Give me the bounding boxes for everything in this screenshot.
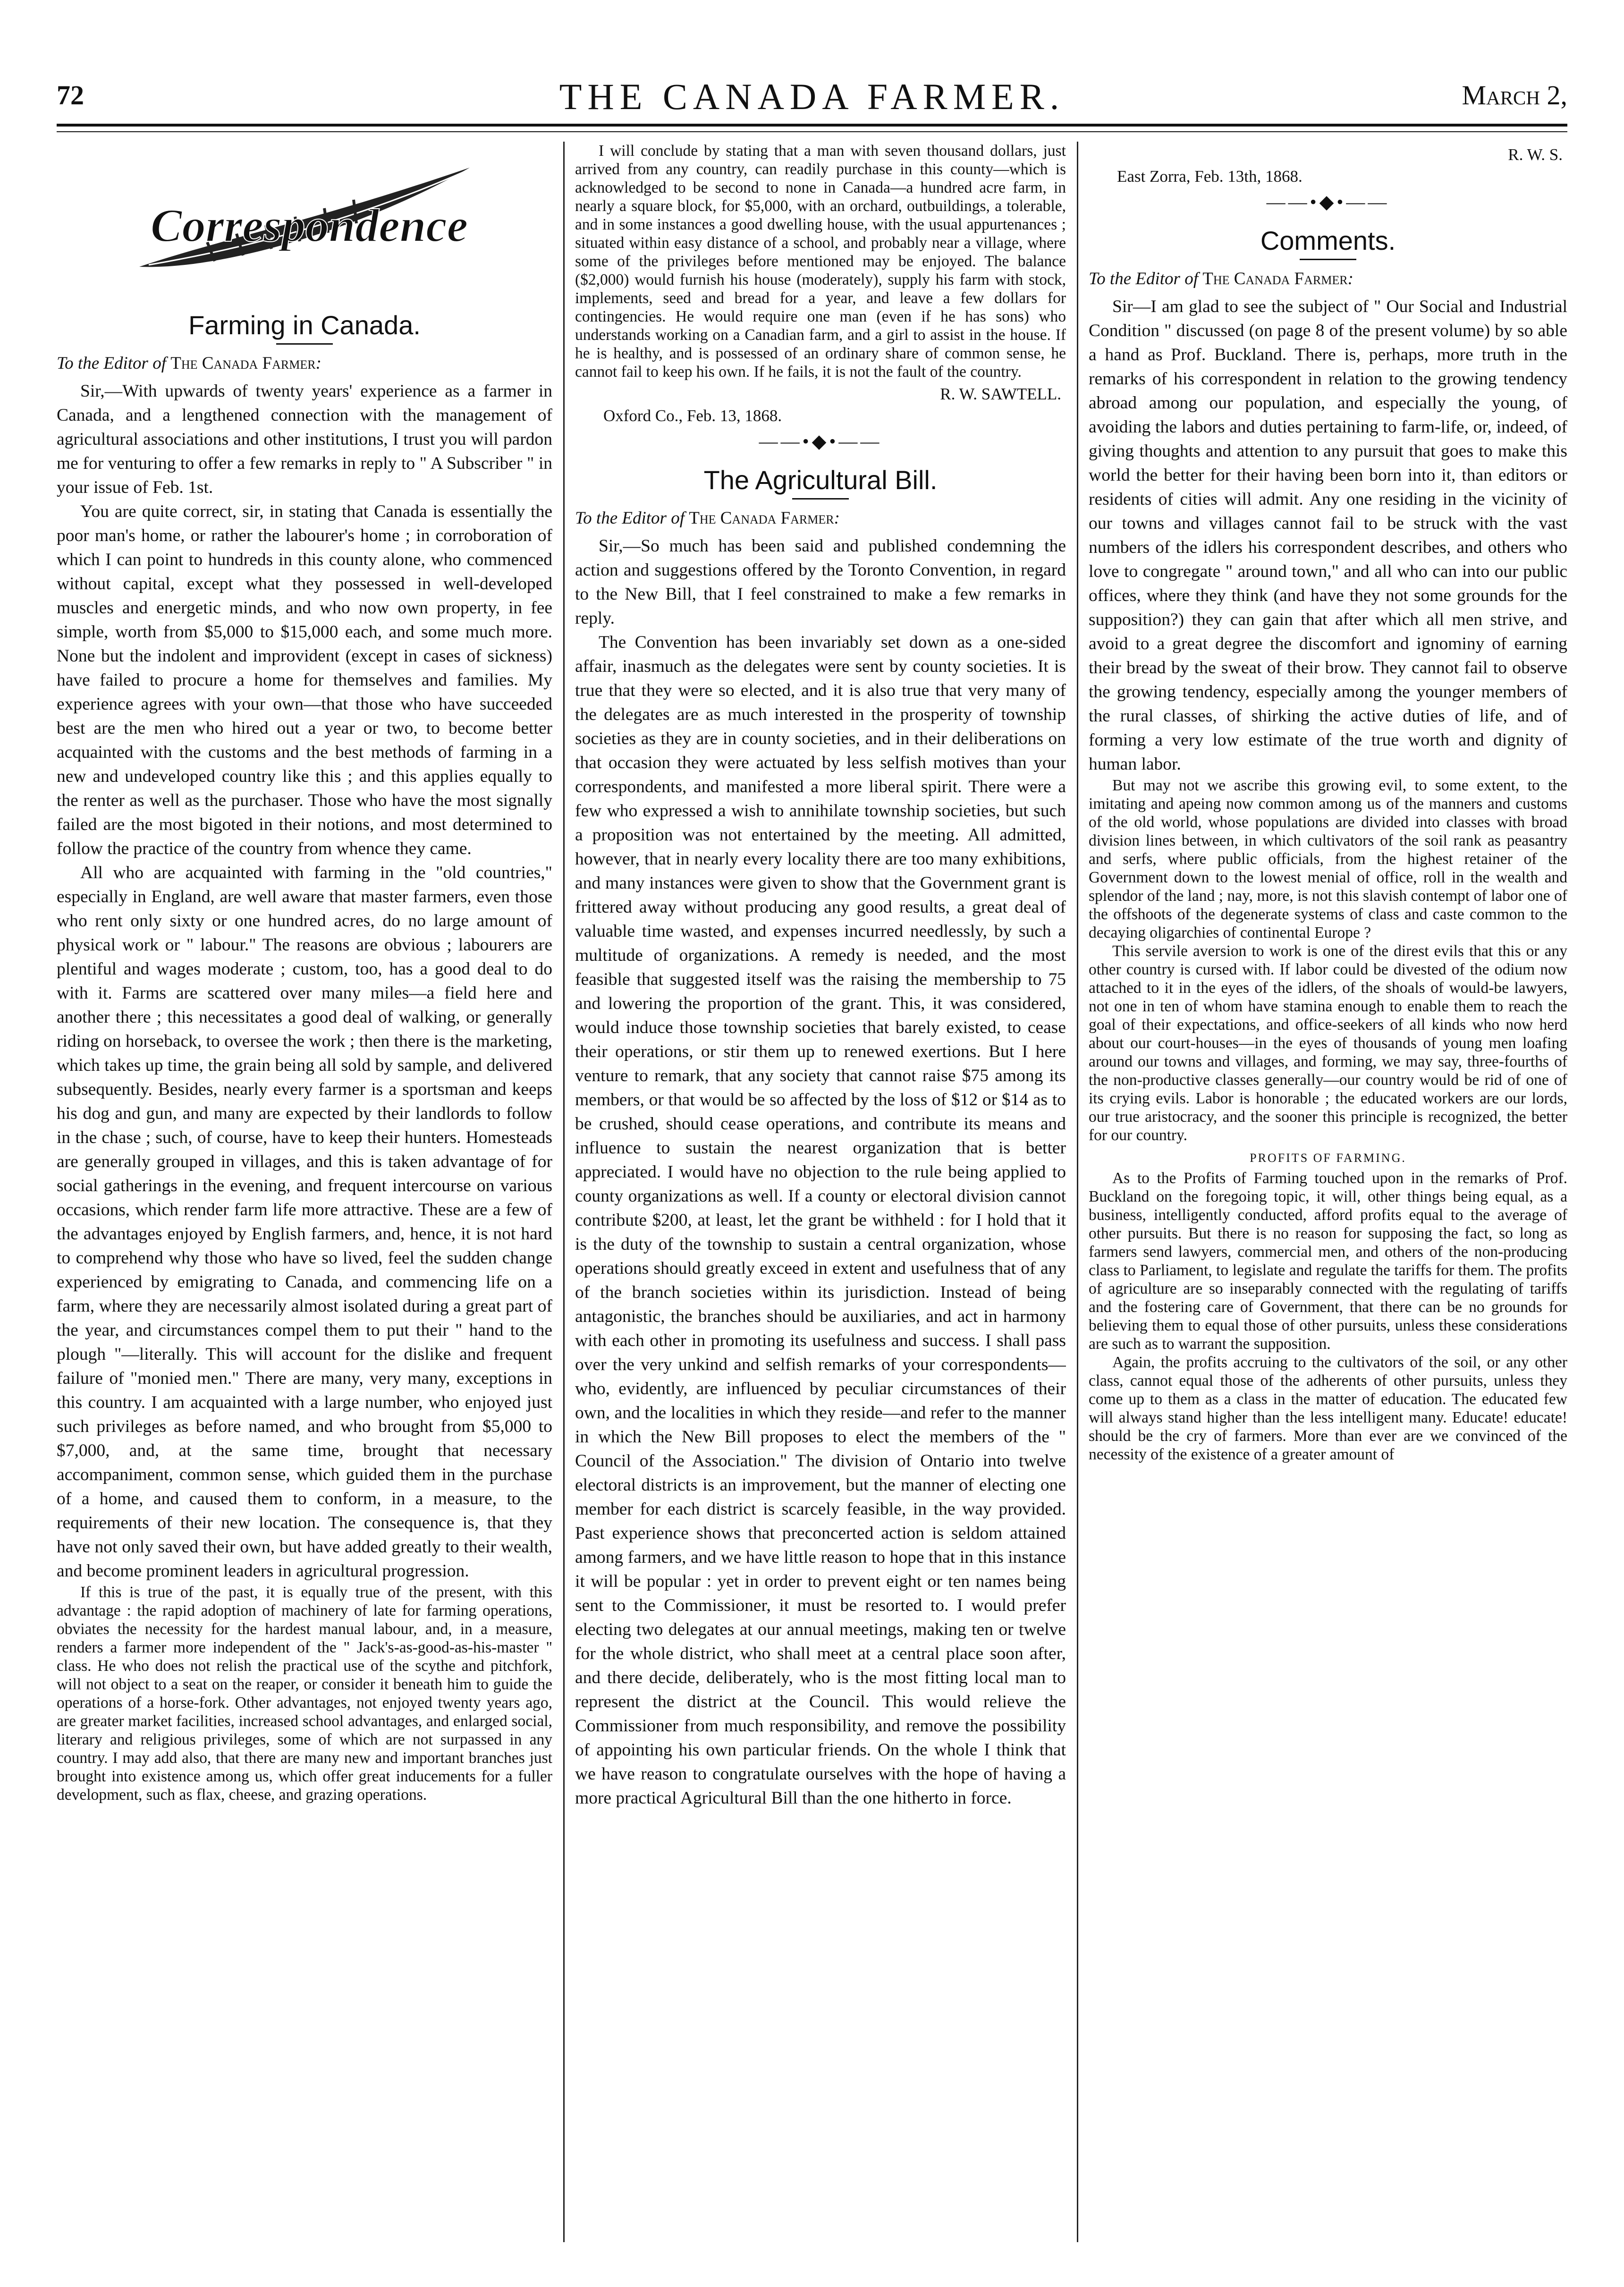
correspondence-banner [57,142,552,297]
article-title: The Agricultural Bill. [703,465,938,495]
article-title: Farming in Canada. [188,310,421,340]
column-1 [57,142,552,2242]
paragraph: You are quite correct, sir, in stating that Canada is essentially the poor man's home, or rather the labourer's home ; in corroboration of which I can point to hundreds in this county alone, who commenced without capital, except what they possessed in well-developed muscles and energetic minds, and who now own property, in fee simple, worth from $5,000 to $15,000 each, and some much more. None but the indolent and improvident (except in cases of sickness) have failed to procure a home for themselves and families. My experience agrees with your own—that those who have succeeded best are the men who hired out a year or two, to become better acquainted with the customs and the best methods of farming in a new and undeveloped country like this ; and this applies equally to the renter as well as the purchaser. Those who have the most signally failed are the most bigoted in their notions, and most determined to follow the practice of the country from whence they came. [57,502,552,858]
paragraph: All who are acquainted with farming in the "old countries," especially in England, are well aware that master farmers, even those who rent only sixty or one hundred acres, do no large amount of physical work or " labour." The reasons are obvious ; labourers are plentiful and wages moderate ; custom, too, has a good deal to do with it. Farms are scattered over many miles—a field here and another there ; this necessitates a good deal of walking, or generally riding on horseback, to oversee the work ; then there is the marketing, which takes up time, the grain being all sold by sample, and delivered subsequently. Besides, nearly every farmer is a sportsman and keeps his dog and gun, and many are expected by their landlords to follow in the chase ; such, of course, have to keep their hunters. Homesteads are generally grouped in villages, and this is taken advantage of for social gatherings in the evening, and frequent intercourse on various occasions, which render farm life more attractive. These are a few of the advantages enjoyed by English farmers, and, hence, it is not hard to comprehend why those who have so lived, feel the sudden change experienced by emigrating to Canada, and commencing life on a farm, where they are necessarily almost isolated during a great part of the year, and circumstances compel them to put their " hand to the plough "—literally. This will account for the dislike and frequent failure of "monied men." There are many, very many, exceptions in this country. I am acquainted with a large number, who enjoyed just such privileges as before named, and who brought from $5,000 to $7,000, and, at the same time, brought that necessary accompaniment, common sense, which guided them in the purchase of a home, and caused them to conform, in a measure, to the requirements of their new location. The consequence is, that they have not only saved their own, but have added greatly to their wealth, and become prominent leaders in agricultural progression. [57,863,552,1581]
masthead: THE CANADA FARMER. [559,76,1065,117]
article-addressee [57,353,552,373]
title-rule [1300,259,1356,260]
separator-ornament: ——•◆•—— [759,431,882,452]
separator-ornament: ——•◆•—— [1266,191,1390,212]
addressee-paper: The Canada Farmer [689,508,834,528]
article-addressee [575,508,1066,528]
title-rule [792,498,849,500]
addressee-suffix: : [315,354,321,373]
section-subhead: PROFITS OF FARMING. [1250,1151,1406,1165]
column-divider [1077,142,1078,2242]
signature: R. W. S. [1508,145,1563,164]
paragraph: Sir,—With upwards of twenty years' experience as a farmer in Canada, and a lengthened connection with the management of agricultural associations and other institutions, I trust you will pardon me for venturing to offer a few remarks in reply to " A Subscriber " in your issue of Feb. 1st. [57,381,552,497]
header-rule-thin [57,131,1567,132]
addressee-paper: The Canada Farmer [1202,269,1348,288]
issue-date: March 2, [1462,80,1567,110]
column-3 [1089,142,1567,2242]
signature: R. W. SAWTELL. [940,385,1061,403]
article-title: Comments. [1260,226,1396,255]
quill-pen-icon [120,149,489,290]
column-2 [575,142,1066,2242]
running-head [57,71,1567,123]
addressee-prefix: To the Editor of [1089,269,1198,288]
addressee-paper: The Canada Farmer [170,354,316,373]
page-number: 72 [57,80,84,110]
paragraph: This servile aversion to work is one of the direst evils that this or any other country is cursed with. If labor could be divested of the odium now attached to it in the eyes of the idlers, of the shoals of would-be lawyers, not one in ten of whom have stamina enough to enable them to reach the goal of their expectations, and office-seekers of all kinds who now herd about our court-houses—in the eyes of thousands of young men loafing around our towns and villages, and forming, we may say, three-fourths of the non-productive classes generally—our country would be rid of one of its crying evils. Labor is honorable ; the educated workers are our lords, our true aristocracy, and the sooner this principle is recognized, the better for our country. [1089,942,1567,1144]
addressee-suffix: : [834,508,840,528]
article-addressee [1089,269,1567,289]
place-date: Oxford Co., Feb. 13, 1868. [603,407,782,425]
paragraph: If this is true of the past, it is equally true of the present, with this advantage : the rapid adoption of machinery of late for farming operations, obviates the necessity for the hardest manual labour, and, in a measure, renders a farmer more independent of the " Jack's-as-good-as-his-master " class. He who does not relish the practical use of the scythe and pitchfork, will not object to a seat on the reaper, or consider it beneath him to guide the operations of a horse-fork. Other advantages, not enjoyed twenty years ago, are greater market facilities, increased school advantages, and enlarged social, literary and religious privileges, some of which are not surpassed in any country. I may add also, that there are many new and important branches just brought into existence among us, which offer great inducements for a fuller development, such as flax, cheese, and grazing operations. [57,1584,552,1804]
correspondence-title: Correspondence [150,199,468,252]
addressee-suffix: : [1347,269,1353,288]
paragraph: I will conclude by stating that a man with seven thousand dollars, just arrived from any country, can readily purchase in this county—which is acknowledged to be second to none in Canada—a hundred acre farm, in nearly a square block, for $5,000, with an orchard, outbuildings, a tolerable, and in some instances a good dwelling house, with the usual appurtenances ; situated within easy distance of a school, and probably near a village, where some of the privileges before mentioned may be enjoyed. The balance ($2,000) would furnish his house (moderately), supply his farm with stock, implements, seed and bread for a year, and leave a few dollars for contingencies. He would require one man (even if he has sons) who understands working on a Canadian farm, and a girl to assist in the house. If he is healthy, and is possessed of an ordinary share of common sense, he cannot fail to keep his own. If he fails, it is not the fault of the country. [575,142,1066,381]
addressee-prefix: To the Editor of [57,354,166,373]
paragraph: Sir—I am glad to see the subject of " Our Social and Industrial Condition " discussed (on page 8 of the present volume) by so able a hand as Prof. Buckland. There is, perhaps, more truth in the remarks of his correspondent in relation to the growing tendency abroad among our population, and especially the young, of avoiding the labors and duties pertaining to farm-life, or, indeed, of giving thoughts and attention to any pursuit that goes to make this world the better for their having been born into it, than editors or residents of cities will admit. Any one residing in the vicinity of our towns and villages cannot fail to be struck with the vast numbers of the idlers his correspondent describes, and others who love to congregate " around town," and all who can into our public offices, where they think (and have they not some grounds for the supposition?) they can gain that after which all men strive, and avoid to a great degree the discomfort and ignominy of earning their bread by the sweat of their brow. They cannot fail to observe the growing tendency, especially among the younger members of the rural classes, of shirking the active duties of life, and of forming a very low estimate of the true worth and dignity of human labor. [1089,297,1567,774]
place-date: East Zorra, Feb. 13th, 1868. [1117,167,1303,186]
paragraph: The Convention has been invariably set down as a one-sided affair, inasmuch as the delegates were sent by county societies. It is true that they were so elected, and it is also true that very many of the delegates are as much interested in the prosperity of township societies as they are in county societies, and in their deliberations on that occasion they were actuated by less selfish motives than your correspondents, and manifested a more liberal spirit. There were a few who expressed a wish to annihilate township societies, but such a proposition was not entertained by the meeting. All admitted, however, that in nearly every locality there are too many exhibitions, and many instances were given to show that the Government grant is frittered away without producing any good results, a great deal of valuable time wasted, and expenses incurred needlessly, by such a multitude of organizations. A remedy is needed, and the most feasible that suggested itself was the raising the membership to 75 and lowering the proportion of the grant. This, it was considered, would induce those township societies that barely existed, to cease their operations, or stir them up to renewed exertions. But I here venture to remark, that any society that cannot raise $75 among its members, or that would be so affected by the loss of $12 or $14 as to be crushed, should cease operations, and contribute its means and influence to sustain the nearest organization that is better appreciated. I would have no objection to the rule being applied to county organizations as well. If a county or electoral division cannot contribute $200, at least, let the grant be withheld : for I hold that it is the duty of the township to sustain a central organization, whose operations should greatly exceed in extent and usefulness that of any of the branch societies within its jurisdiction. Instead of being antagonistic, the branches should be auxiliaries, and act in harmony with each other in promoting its usefulness and success. I shall pass over the very unkind and selfish remarks of your correspondents—who, evidently, are influenced by peculiar circumstances of their own, and the localities in which they reside—and refer to the manner in which the New Bill proposes to elect the members of the " Council of the Association." The division of Ontario into twelve electoral districts is an improvement, but the manner of electing one member for each district is scarcely feasible, in the way provided. Past experience shows that preconcerted action is seldom attained among farmers, and we have little reason to hope that in this instance it will be popular : yet in order to prevent eight or ten names being sent to the Commissioner, it must be resorted to. I would prefer electing two delegates at our annual meetings, making ten or twelve for the whole district, who shall meet at a central place soon after, and there decide, deliberately, who is the most fitting local man to represent the district at the Council. This would relieve the Commissioner from much responsibility, and remove the possibility of appointing his own particular friends. On the whole I think that we have reason to congratulate ourselves with the hope of having a more practical Agricultural Bill than the one hitherto in force. [575,633,1066,1808]
header-rule-thick [57,124,1567,127]
paragraph: Again, the profits accruing to the cultivators of the soil, or any other class, cannot equal those of the adherents of other pursuits, unless they come up to them as a class in the matter of education. The educated few will always stand higher than the less intelligent many. Educate! educate! should be the cry of farmers. More than ever are we convinced of the necessity of the existence of a greater amount of [1089,1354,1567,1463]
paragraph: Sir,—So much has been said and published condemning the action and suggestions offered by the Toronto Convention, in regard to the New Bill, that I feel constrained to make a few remarks in reply. [575,536,1066,628]
column-divider [563,142,565,2242]
addressee-prefix: To the Editor of [575,508,685,528]
title-rule [276,343,333,345]
paragraph: As to the Profits of Farming touched upon in the remarks of Prof. Buckland on the foregoing topic, it will, other things being equal, as a business, intelligently conducted, afford profits equal to the average of other pursuits. But there is no reason for supposing the fact, so long as farmers send lawyers, commercial men, and others of the non-producing class to Parliament, to legislate and regulate the tariffs for them. The profits of agriculture are so inseparably connected with the regulating of tariffs and the fostering care of Government, that there can be no grounds for believing them to equal those of other pursuits, unless these considerations are such as to warrant the supposition. [1089,1169,1567,1353]
paragraph: But may not we ascribe this growing evil, to some extent, to the imitating and apeing now common among us of the manners and customs of the old world, whose populations are divided into classes with broad division lines between, in which cultivators of the soil rank as peasantry and serfs, where public officials, from the highest retainer of the Government down to the lowest menial of office, roll in the wealth and splendor of the land ; nay, more, is not this slavish contempt of labor one of the offshoots of the degenerate systems of class and caste common to the decaying oligarchies of continental Europe ? [1089,777,1567,941]
